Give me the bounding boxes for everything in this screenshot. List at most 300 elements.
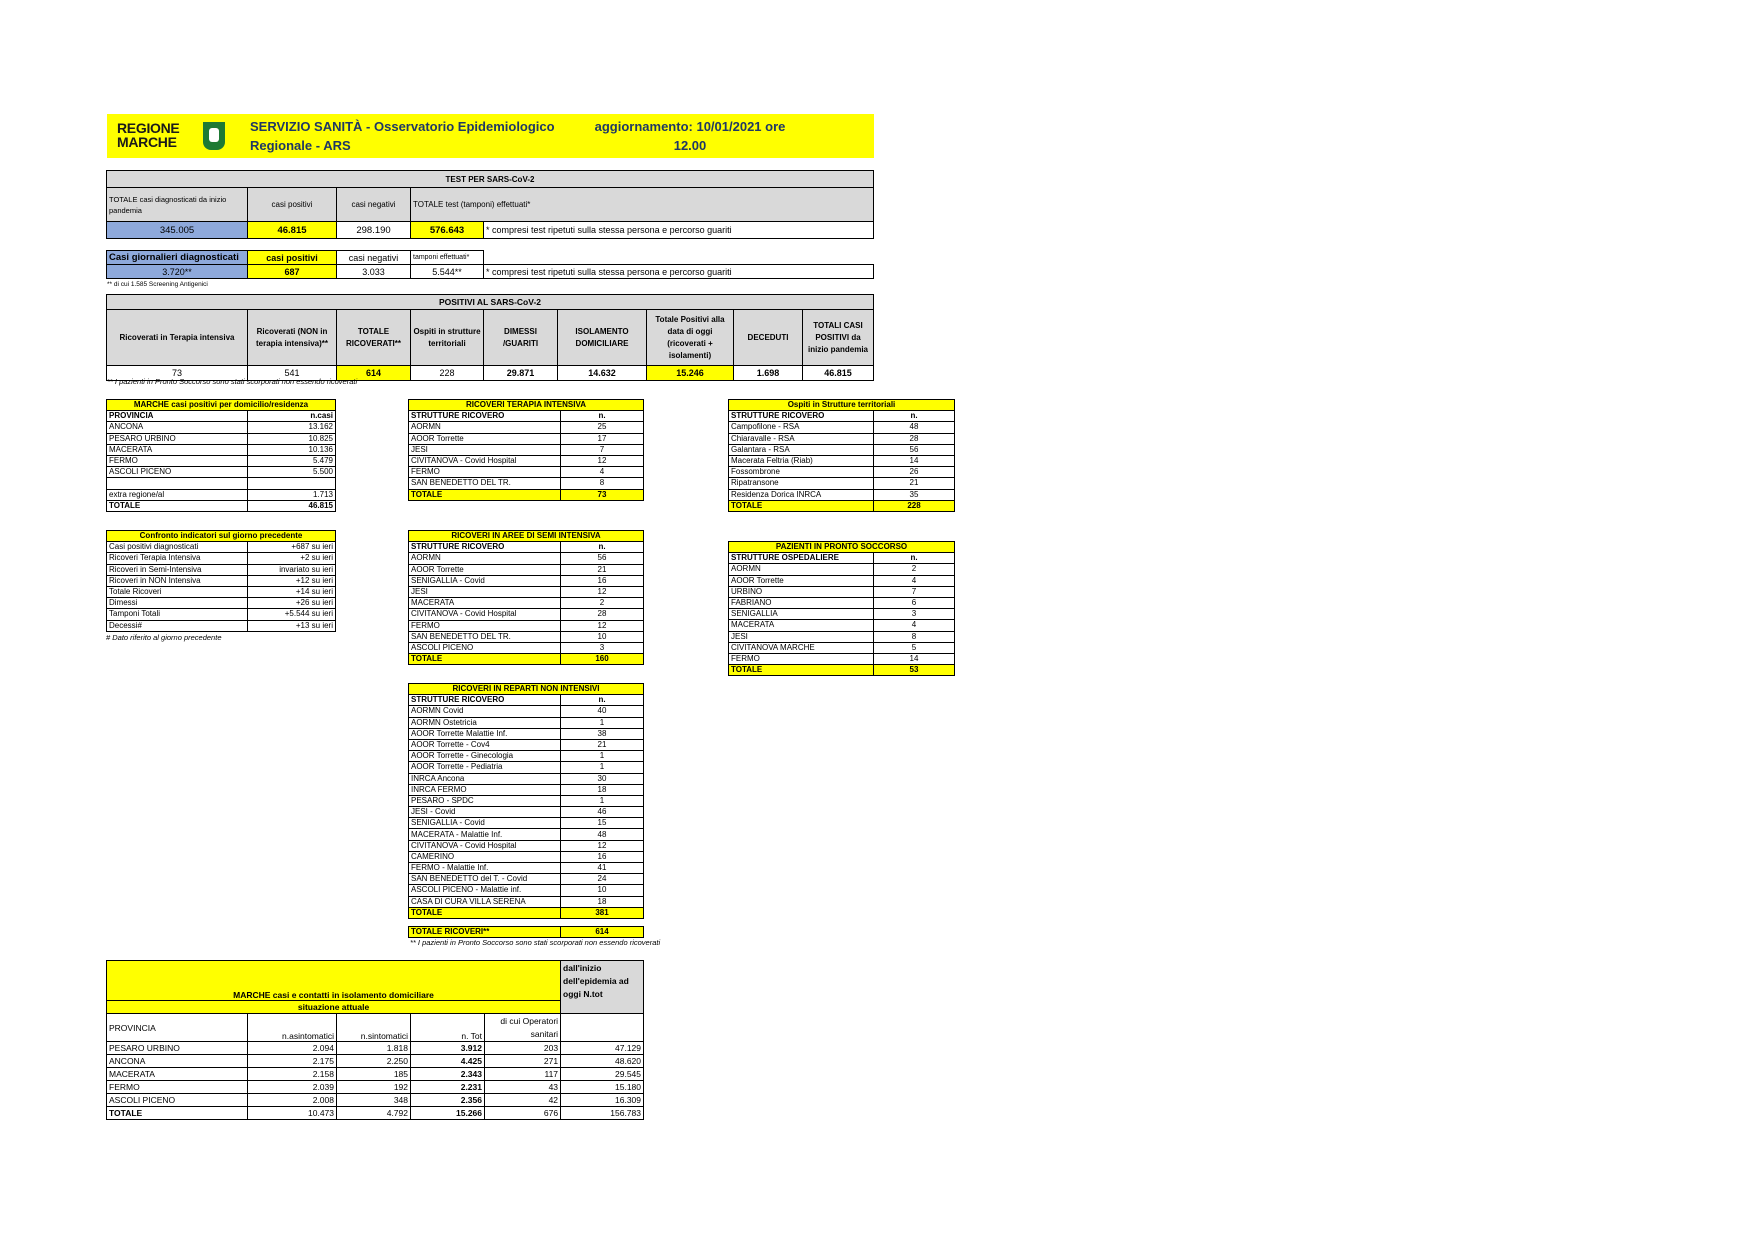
- positivi-header: DIMESSI /GUARITI: [484, 310, 558, 366]
- isolation-cell-asint: 2.008: [248, 1094, 337, 1107]
- nonint-row: [409, 851, 644, 862]
- value-tests: 576.643: [411, 222, 484, 239]
- province-row: [107, 489, 336, 500]
- semi-total-value: 160: [561, 654, 644, 665]
- isolation-cell-since: 15.180: [561, 1081, 644, 1094]
- ospiti-row: [729, 467, 955, 478]
- antigen-footnote: ** di cui 1.585 Screening Antigenici: [107, 281, 208, 288]
- semi-total-row: [409, 654, 644, 665]
- nonint-row-value: 40: [561, 706, 644, 717]
- ps-row: [729, 620, 955, 631]
- confronto-row: [107, 598, 336, 609]
- ps-row: [729, 631, 955, 642]
- ti-total-value: 73: [561, 489, 644, 500]
- ti-row-value: 17: [561, 433, 644, 444]
- isolation-cell-since: 48.620: [561, 1055, 644, 1068]
- nonint-row-value: 41: [561, 863, 644, 874]
- logo-text: REGIONE MARCHE: [117, 120, 180, 150]
- positivi-value: 29.871: [484, 366, 558, 381]
- semi-row: [409, 586, 644, 597]
- positivi-value: 14.632: [558, 366, 647, 381]
- isolation-cell-asint: 2.158: [248, 1068, 337, 1081]
- marche-emblem-icon: [203, 122, 225, 150]
- ospiti-row: [729, 455, 955, 466]
- ospiti-title: Ospiti in Strutture territoriali: [729, 400, 955, 411]
- regione-marche-logo: [117, 120, 227, 152]
- confronto-row-value: +5.544 su ieri: [248, 609, 336, 620]
- ospiti-row-name: Fossombrone: [729, 467, 874, 478]
- semi-row-name: CIVITANOVA - Covid Hospital: [409, 609, 561, 620]
- ti-row-value: 8: [561, 478, 644, 489]
- isolation-cell-oper: 271: [485, 1055, 561, 1068]
- nonint-row-name: AOOR Torrette Malattie Inf.: [409, 728, 561, 739]
- home-isolation-table: [106, 960, 644, 1120]
- ps-header-name: STRUTTURE OSPEDALIERE: [729, 553, 874, 564]
- positivi-header: Totale Positivi alla data di oggi (ricoverati + isolamenti): [647, 310, 734, 366]
- nonint-row: [409, 728, 644, 739]
- isolation-cell-since: 47.129: [561, 1042, 644, 1055]
- isolation-subtitle: situazione attuale: [107, 1001, 561, 1014]
- nonint-row: [409, 751, 644, 762]
- nonint-row: [409, 829, 644, 840]
- ps-total-value: 53: [874, 665, 955, 676]
- confronto-row-name: Ricoveri Terapia Intensiva: [107, 553, 248, 564]
- ps-row-value: 2: [874, 564, 955, 575]
- non-intensive-table: [408, 683, 644, 919]
- nonint-row-name: ASCOLI PICENO - Malattie inf.: [409, 885, 561, 896]
- ospiti-row-value: 35: [874, 489, 955, 500]
- confronto-row: [107, 542, 336, 553]
- province-row-value: [248, 478, 336, 489]
- nonint-row: [409, 706, 644, 717]
- province-row-name: PESARO URBINO: [107, 433, 248, 444]
- ospiti-row: [729, 433, 955, 444]
- total-hospitalized-label: TOTALE RICOVERI**: [409, 927, 561, 938]
- ti-title: RICOVERI TERAPIA INTENSIVA: [409, 400, 644, 411]
- ps-row-name: CIVITANOVA MARCHE: [729, 642, 874, 653]
- nonint-row-name: CASA DI CURA VILLA SERENA: [409, 896, 561, 907]
- service-title: SERVIZIO SANITÀ - Osservatorio Epidemiologico Regionale - ARS: [250, 119, 555, 153]
- nonint-row-name: JESI - Covid: [409, 807, 561, 818]
- ti-row-name: AOOR Torrette: [409, 433, 561, 444]
- header-tests: TOTALE test (tamponi) effettuati*: [411, 188, 874, 222]
- ospiti-row-name: Macerata Feltria (Riab): [729, 455, 874, 466]
- isolation-cell-sint: 2.250: [337, 1055, 411, 1068]
- confronto-row-name: Ricoveri in Semi-Intensiva: [107, 564, 248, 575]
- confronto-row-name: Tamponi Totali: [107, 609, 248, 620]
- nonint-row-name: AOOR Torrette - Ginecologia: [409, 751, 561, 762]
- isolation-cell-tot: 2.231: [411, 1081, 485, 1094]
- ti-row-value: 25: [561, 422, 644, 433]
- isolation-cell-asint: 2.175: [248, 1055, 337, 1068]
- nonint-total-row: [409, 907, 644, 918]
- positivi-title: POSITIVI AL SARS-CoV-2: [107, 295, 874, 310]
- nonint-row: [409, 762, 644, 773]
- semi-row-value: 2: [561, 598, 644, 609]
- ospiti-row-name: Galantara - RSA: [729, 444, 874, 455]
- province-row-name: [107, 478, 248, 489]
- nonint-row-value: 18: [561, 896, 644, 907]
- isolation-cell-tot: 3.912: [411, 1042, 485, 1055]
- province-total-label: TOTALE: [107, 500, 248, 511]
- nonint-row: [409, 863, 644, 874]
- ospiti-row-value: 28: [874, 433, 955, 444]
- ti-header-count: n.: [561, 411, 644, 422]
- confronto-row-value: +26 su ieri: [248, 598, 336, 609]
- ospiti-row-name: Campofilone - RSA: [729, 422, 874, 433]
- isolation-cell-asint: 2.094: [248, 1042, 337, 1055]
- ps-row-name: SENIGALLIA: [729, 609, 874, 620]
- positivi-header: DECEDUTI: [734, 310, 803, 366]
- value-negative: 298.190: [337, 222, 411, 239]
- ti-row-name: SAN BENEDETTO DEL TR.: [409, 478, 561, 489]
- positivi-value: 1.698: [734, 366, 803, 381]
- semi-row-value: 28: [561, 609, 644, 620]
- confronto-row: [107, 586, 336, 597]
- test-table-title: TEST PER SARS-CoV-2: [107, 171, 874, 188]
- province-total-row: [107, 500, 336, 511]
- semi-row-name: AORMN: [409, 553, 561, 564]
- confronto-row-name: Ricoveri in NON Intensiva: [107, 575, 248, 586]
- nonint-row-value: 21: [561, 739, 644, 750]
- province-title: MARCHE casi positivi per domicilio/residenza: [107, 400, 336, 411]
- ps-row: [729, 597, 955, 608]
- positivi-value: 228: [411, 366, 484, 381]
- isolation-row: [107, 1042, 644, 1055]
- ospiti-row-value: 21: [874, 478, 955, 489]
- semi-row-name: JESI: [409, 586, 561, 597]
- isolation-header-asymptomatic: n.asintomatici: [248, 1014, 337, 1042]
- semi-row-value: 3: [561, 642, 644, 653]
- ps-row-name: MACERATA: [729, 620, 874, 631]
- ps-row: [729, 653, 955, 664]
- semi-title: RICOVERI IN AREE DI SEMI INTENSIVA: [409, 531, 644, 542]
- positivi-header: Ospiti in strutture territoriali: [411, 310, 484, 366]
- nonint-row-value: 1: [561, 751, 644, 762]
- nonint-row-value: 38: [561, 728, 644, 739]
- ps-total-row: [729, 665, 955, 676]
- isolation-cell-oper: 42: [485, 1094, 561, 1107]
- semi-row-value: 56: [561, 553, 644, 564]
- confronto-row: [107, 564, 336, 575]
- province-row-name: ASCOLI PICENO: [107, 467, 248, 478]
- nonint-total-label: TOTALE: [409, 907, 561, 918]
- semi-row-value: 12: [561, 586, 644, 597]
- province-row: [107, 467, 336, 478]
- confronto-row-value: +12 su ieri: [248, 575, 336, 586]
- nonint-row-value: 48: [561, 829, 644, 840]
- ti-row: [409, 444, 644, 455]
- ospiti-row-name: Residenza Dorica INRCA: [729, 489, 874, 500]
- value-daily-tests: 5.544**: [411, 265, 484, 279]
- semi-row-name: SENIGALLIA - Covid: [409, 575, 561, 586]
- total-hospitalized-table: [408, 926, 644, 938]
- ps-row-value: 5: [874, 642, 955, 653]
- ps-row-value: 6: [874, 597, 955, 608]
- isolation-header-total: n. Tot: [411, 1014, 485, 1042]
- ospiti-row: [729, 489, 955, 500]
- ti-row-value: 7: [561, 444, 644, 455]
- ospiti-row: [729, 444, 955, 455]
- isolation-cell-sint: 348: [337, 1094, 411, 1107]
- confronto-row: [107, 609, 336, 620]
- isolation-row: [107, 1068, 644, 1081]
- semi-row-name: SAN BENEDETTO DEL TR.: [409, 631, 561, 642]
- nonint-row: [409, 874, 644, 885]
- confronto-row-name: Casi positivi diagnosticati: [107, 542, 248, 553]
- isolation-header-operators: di cui Operatori sanitari: [485, 1014, 561, 1042]
- semi-row: [409, 642, 644, 653]
- semi-row: [409, 575, 644, 586]
- isolation-title: MARCHE casi e contatti in isolamento domiciliare: [107, 961, 561, 1001]
- isolation-cell-since: 29.545: [561, 1068, 644, 1081]
- semi-row: [409, 598, 644, 609]
- positivi-table: [106, 294, 874, 381]
- isolation-cell-sint: 1.818: [337, 1042, 411, 1055]
- isolation-total-tot: 15.266: [411, 1107, 485, 1120]
- daily-cases-table: [106, 250, 874, 279]
- ti-row-name: AORMN: [409, 422, 561, 433]
- isolation-cell-name: ANCONA: [107, 1055, 248, 1068]
- positivi-value: 46.815: [803, 366, 874, 381]
- intensive-care-table: [408, 399, 644, 501]
- isolation-cell-oper: 203: [485, 1042, 561, 1055]
- isolation-cell-sint: 185: [337, 1068, 411, 1081]
- ps-row-name: FERMO: [729, 653, 874, 664]
- nonint-row-name: CIVITANOVA - Covid Hospital: [409, 840, 561, 851]
- positivi-header: TOTALI CASI POSITIVI da inizio pandemia: [803, 310, 874, 366]
- ospiti-total-value: 228: [874, 500, 955, 511]
- positivi-header: ISOLAMENTO DOMICILIARE: [558, 310, 647, 366]
- nonint-header-count: n.: [561, 695, 644, 706]
- isolation-row: [107, 1094, 644, 1107]
- ospiti-row-name: Ripatransone: [729, 478, 874, 489]
- nonint-row-value: 24: [561, 874, 644, 885]
- nonint-row-value: 1: [561, 717, 644, 728]
- nonint-row: [409, 818, 644, 829]
- ti-row: [409, 467, 644, 478]
- nonint-row-value: 16: [561, 851, 644, 862]
- semi-row-value: 21: [561, 564, 644, 575]
- confronto-row-name: Decessi#: [107, 620, 248, 631]
- province-cases-table: [106, 399, 336, 512]
- ospiti-row: [729, 422, 955, 433]
- confronto-row: [107, 620, 336, 631]
- nonint-row-value: 15: [561, 818, 644, 829]
- report-header: [107, 114, 874, 158]
- semi-row: [409, 631, 644, 642]
- nonint-row-value: 10: [561, 885, 644, 896]
- nonint-total-value: 381: [561, 907, 644, 918]
- header-positive: casi positivi: [248, 188, 337, 222]
- semi-row: [409, 620, 644, 631]
- positivi-value: 73: [107, 366, 248, 381]
- confronto-row-value: invariato su ieri: [248, 564, 336, 575]
- value-positive: 46.815: [248, 222, 337, 239]
- nonint-row: [409, 807, 644, 818]
- isolation-cell-name: PESARO URBINO: [107, 1042, 248, 1055]
- daily-note: * compresi test ripetuti sulla stessa persona e percorso guariti: [484, 265, 874, 279]
- confronto-row-value: +13 su ieri: [248, 620, 336, 631]
- positivi-value: 541: [248, 366, 337, 381]
- comparison-table: [106, 530, 336, 632]
- semi-row-value: 10: [561, 631, 644, 642]
- ti-row: [409, 478, 644, 489]
- nonint-row-name: PESARO - SPDC: [409, 795, 561, 806]
- nonint-row-value: 30: [561, 773, 644, 784]
- ps-title: PAZIENTI IN PRONTO SOCCORSO: [729, 542, 955, 553]
- semi-header-count: n.: [561, 542, 644, 553]
- nonint-row-value: 1: [561, 762, 644, 773]
- province-row: [107, 422, 336, 433]
- isolation-total-oper: 676: [485, 1107, 561, 1120]
- nonint-row-value: 46: [561, 807, 644, 818]
- positivi-header: TOTALE RICOVERATI**: [337, 310, 411, 366]
- value-daily-negative: 3.033: [337, 265, 411, 279]
- nonint-row-name: SENIGALLIA - Covid: [409, 818, 561, 829]
- nonint-row: [409, 840, 644, 851]
- ti-row-name: FERMO: [409, 467, 561, 478]
- isolation-total-since: 156.783: [561, 1107, 644, 1120]
- province-row-value: 13.162: [248, 422, 336, 433]
- semi-intensive-table: [408, 530, 644, 665]
- nonint-row-name: AOOR Torrette - Pediatria: [409, 762, 561, 773]
- semi-row-value: 12: [561, 620, 644, 631]
- province-row: [107, 478, 336, 489]
- nonint-row: [409, 896, 644, 907]
- ps-total-label: TOTALE: [729, 665, 874, 676]
- nonint-row-name: CAMERINO: [409, 851, 561, 862]
- isolation-cell-name: MACERATA: [107, 1068, 248, 1081]
- ti-row: [409, 455, 644, 466]
- ti-row-name: CIVITANOVA - Covid Hospital: [409, 455, 561, 466]
- province-header-name: PROVINCIA: [107, 411, 248, 422]
- ospiti-header-name: STRUTTURE RICOVERO: [729, 411, 874, 422]
- province-row: [107, 433, 336, 444]
- isolation-row: [107, 1055, 644, 1068]
- ospiti-total-label: TOTALE: [729, 500, 874, 511]
- isolation-total-name: TOTALE: [107, 1107, 248, 1120]
- semi-total-label: TOTALE: [409, 654, 561, 665]
- positivi-header: Ricoverati in Terapia intensiva: [107, 310, 248, 366]
- positivi-value: 614: [337, 366, 411, 381]
- ps-row: [729, 609, 955, 620]
- ti-row-name: JESI: [409, 444, 561, 455]
- ps-row-name: URBINO: [729, 586, 874, 597]
- header-negative: casi negativi: [337, 188, 411, 222]
- nonint-row-name: AORMN Ostetricia: [409, 717, 561, 728]
- test-sars-cov2-table: [106, 170, 874, 239]
- value-total-diagnosed: 345.005: [107, 222, 248, 239]
- ps-row-value: 8: [874, 631, 955, 642]
- isolation-header-province: PROVINCIA: [107, 1014, 248, 1042]
- comparison-note: # Dato riferito al giorno precedente: [106, 633, 222, 642]
- ti-header-name: STRUTTURE RICOVERO: [409, 411, 561, 422]
- ps-row-name: AORMN: [729, 564, 874, 575]
- ps-row: [729, 564, 955, 575]
- nonint-row-name: SAN BENEDETTO del T. - Covid: [409, 874, 561, 885]
- header-daily-diagnosed: Casi giornalieri diagnosticati: [107, 251, 248, 265]
- ps-row: [729, 575, 955, 586]
- province-row-value: 5.479: [248, 455, 336, 466]
- confronto-row-value: +2 su ieri: [248, 553, 336, 564]
- emergency-room-table: [728, 541, 955, 676]
- nonint-row: [409, 795, 644, 806]
- ps-row-name: FABRIANO: [729, 597, 874, 608]
- nonint-row-name: AORMN Covid: [409, 706, 561, 717]
- isolation-since-header: dall'inizio dell'epidemia ad oggi N.tot: [561, 961, 644, 1014]
- ospiti-total-row: [729, 500, 955, 511]
- total-hospitalized-note: ** I pazienti in Pronto Soccorso sono stati scorporati non essendo ricoverati: [410, 938, 661, 947]
- nonint-row: [409, 717, 644, 728]
- ti-row: [409, 422, 644, 433]
- province-row-name: FERMO: [107, 455, 248, 466]
- header-daily-negative: casi negativi: [337, 251, 411, 265]
- ps-header-count: n.: [874, 553, 955, 564]
- nonint-row: [409, 784, 644, 795]
- ti-row-value: 12: [561, 455, 644, 466]
- ospiti-header-count: n.: [874, 411, 955, 422]
- ps-row-value: 4: [874, 620, 955, 631]
- nonint-row: [409, 773, 644, 784]
- isolation-total-sint: 4.792: [337, 1107, 411, 1120]
- confronto-title: Confronto indicatori sul giorno precedente: [107, 531, 336, 542]
- ospiti-row-name: Chiaravalle - RSA: [729, 433, 874, 444]
- nonint-row-name: FERMO - Malattie Inf.: [409, 863, 561, 874]
- ps-row: [729, 642, 955, 653]
- nonint-row-value: 1: [561, 795, 644, 806]
- ospiti-row-value: 48: [874, 422, 955, 433]
- isolation-cell-name: ASCOLI PICENO: [107, 1094, 248, 1107]
- semi-row-value: 16: [561, 575, 644, 586]
- province-row: [107, 455, 336, 466]
- isolation-cell-since: 16.309: [561, 1094, 644, 1107]
- isolation-cell-oper: 43: [485, 1081, 561, 1094]
- ps-row-value: 3: [874, 609, 955, 620]
- semi-row: [409, 564, 644, 575]
- ti-row: [409, 433, 644, 444]
- confronto-row: [107, 575, 336, 586]
- update-timestamp: aggiornamento: 10/01/2021 ore 12.00: [594, 119, 786, 153]
- value-daily-diagnosed: 3.720**: [107, 265, 248, 279]
- test-note: * compresi test ripetuti sulla stessa persona e percorso guariti: [484, 222, 874, 239]
- ps-row: [729, 586, 955, 597]
- ps-row-name: JESI: [729, 631, 874, 642]
- ospiti-row-value: 26: [874, 467, 955, 478]
- ospiti-row-value: 14: [874, 455, 955, 466]
- ti-total-label: TOTALE: [409, 489, 561, 500]
- positivi-header: Ricoverati (NON in terapia intensiva)**: [248, 310, 337, 366]
- positivi-note: ** I pazienti in Pronto Soccorso sono stati scorporati non essendo ricoverati: [107, 377, 358, 386]
- nonint-row: [409, 885, 644, 896]
- nonint-title: RICOVERI IN REPARTI NON INTENSIVI: [409, 684, 644, 695]
- value-daily-positive: 687: [248, 265, 337, 279]
- ospiti-row-value: 56: [874, 444, 955, 455]
- province-row-name: extra regione/al: [107, 489, 248, 500]
- ps-row-value: 14: [874, 653, 955, 664]
- province-total-value: 46.815: [248, 500, 336, 511]
- nonint-row-value: 18: [561, 784, 644, 795]
- positivi-value: 15.246: [647, 366, 734, 381]
- nonint-header-name: STRUTTURE RICOVERO: [409, 695, 561, 706]
- nonint-row-name: MACERATA - Malattie Inf.: [409, 829, 561, 840]
- ps-row-value: 4: [874, 575, 955, 586]
- isolation-cell-oper: 117: [485, 1068, 561, 1081]
- isolation-cell-sint: 192: [337, 1081, 411, 1094]
- confronto-row-name: Totale Ricoveri: [107, 586, 248, 597]
- confronto-row-value: +687 su ieri: [248, 542, 336, 553]
- confronto-row-value: +14 su ieri: [248, 586, 336, 597]
